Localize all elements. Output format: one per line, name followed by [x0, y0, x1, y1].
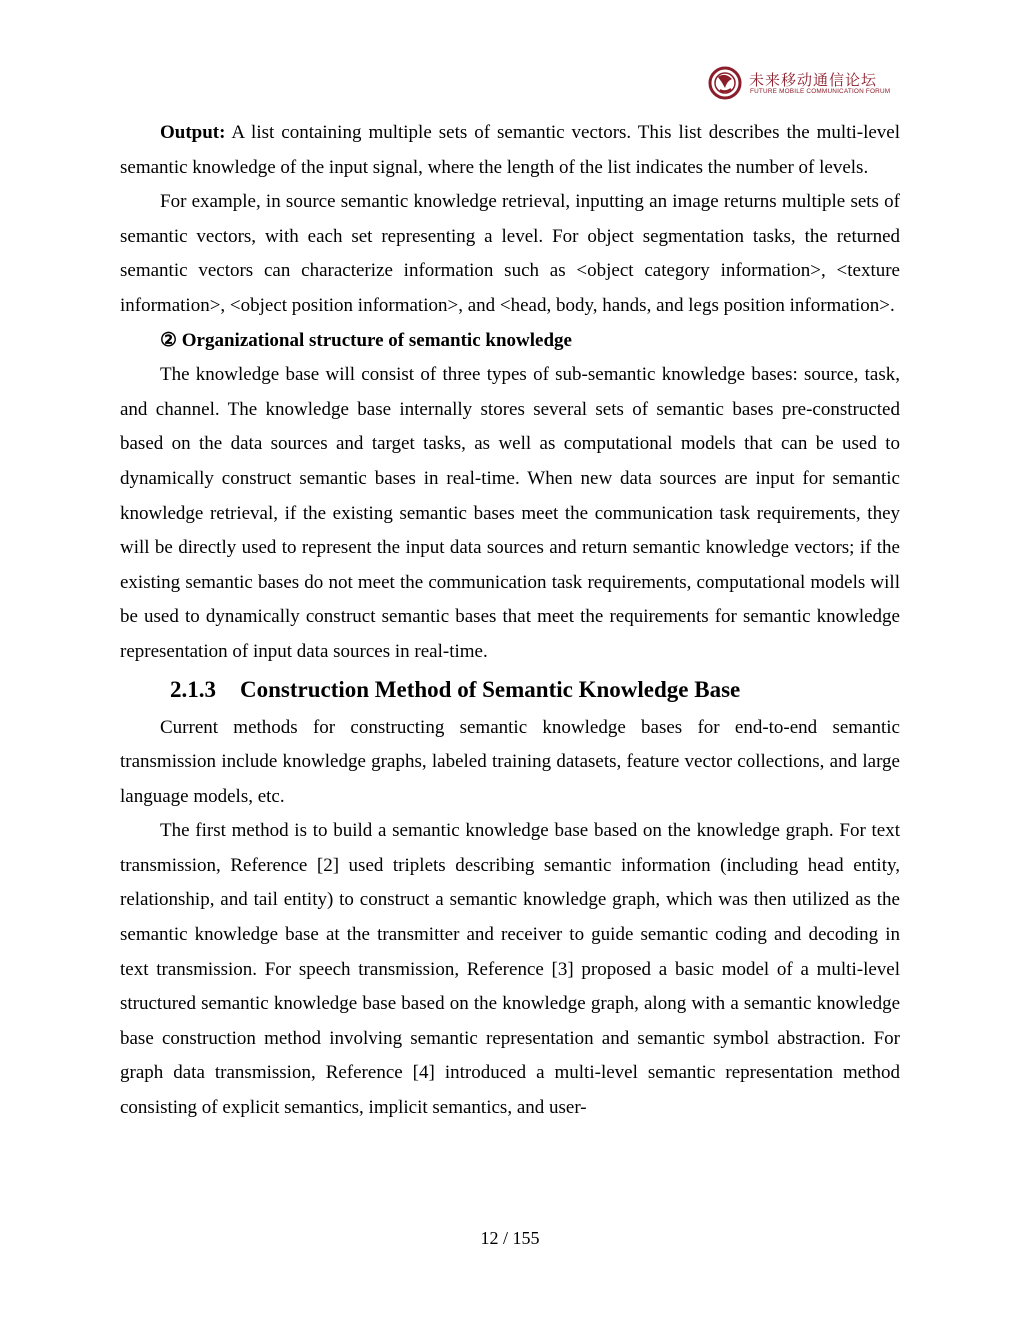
- structure-paragraph: The knowledge base will consist of three types of sub-semantic knowledge bases: source, task, and channel. The knowledge base internally stores several sets of semantic bases pre-constructed based on the data sources and target tasks, as well as computational models that can be used to dynamically construct semantic bases in real-time. When new data sources are input for semantic knowledge retrieval, if the existing semantic bases meet the communication task requirements, they will be directly used to represent the input data sources and return semantic knowledge vectors; if the existing semantic bases do not meet the communication task requirements, computational models will be used to dynamically construct semantic bases that meet the requirements for semantic knowledge representation of input data sources in real-time.: [120, 364, 900, 662]
- organizational-structure-subheading: ② Organizational structure of semantic knowledge: [160, 329, 572, 351]
- section-title: Construction Method of Semantic Knowledge Base: [240, 676, 741, 702]
- page-body: [120, 116, 900, 1126]
- section-number: 2.1.3: [170, 676, 216, 702]
- output-text: A list containing multiple sets of semantic vectors. This list describes the multi-level semantic knowledge of the input signal, where the length of the list indicates the number of levels.: [120, 122, 900, 178]
- logo-english-text: FUTURE MOBILE COMMUNICATION FORUM: [750, 88, 891, 95]
- first-method-paragraph: The first method is to build a semantic knowledge base based on the knowledge graph. For text transmission, Reference [2] used triplets describing semantic information (including head entity, relationship, and tail entity) to construct a semantic knowledge graph, which was then utilized as the semantic knowledge base at the transmitter and receiver to guide semantic coding and decoding in text transmission. For speech transmission, Reference [3] proposed a basic model of a multi-level structured semantic knowledge base based on the knowledge graph, along with a semantic knowledge base construction method involving semantic representation and semantic symbol abstraction. For graph data transmission, Reference [4] introduced a multi-level semantic representation method consisting of explicit semantics, implicit semantics, and user-: [120, 820, 900, 1119]
- forum-logo-icon: [708, 66, 742, 100]
- methods-paragraph: Current methods for constructing semantic knowledge bases for end-to-end semantic transmission include knowledge graphs, labeled training datasets, feature vector collections, and large language models, etc.: [120, 716, 900, 807]
- forum-logo: [708, 66, 891, 102]
- example-paragraph: For example, in source semantic knowledge retrieval, inputting an image returns multiple sets of semantic vectors, with each set representing a level. For object segmentation tasks, the returned semantic vectors can characterize information such as <object category information>, <texture information>, <object position information>, and <head, body, hands, and legs position information>.: [120, 191, 900, 316]
- section-heading: [120, 673, 900, 707]
- output-label: Output:: [160, 122, 226, 143]
- page-number: 12 / 155: [480, 1228, 540, 1248]
- logo-chinese-text: 未来移动通信论坛: [749, 71, 878, 89]
- output-paragraph: [120, 116, 900, 185]
